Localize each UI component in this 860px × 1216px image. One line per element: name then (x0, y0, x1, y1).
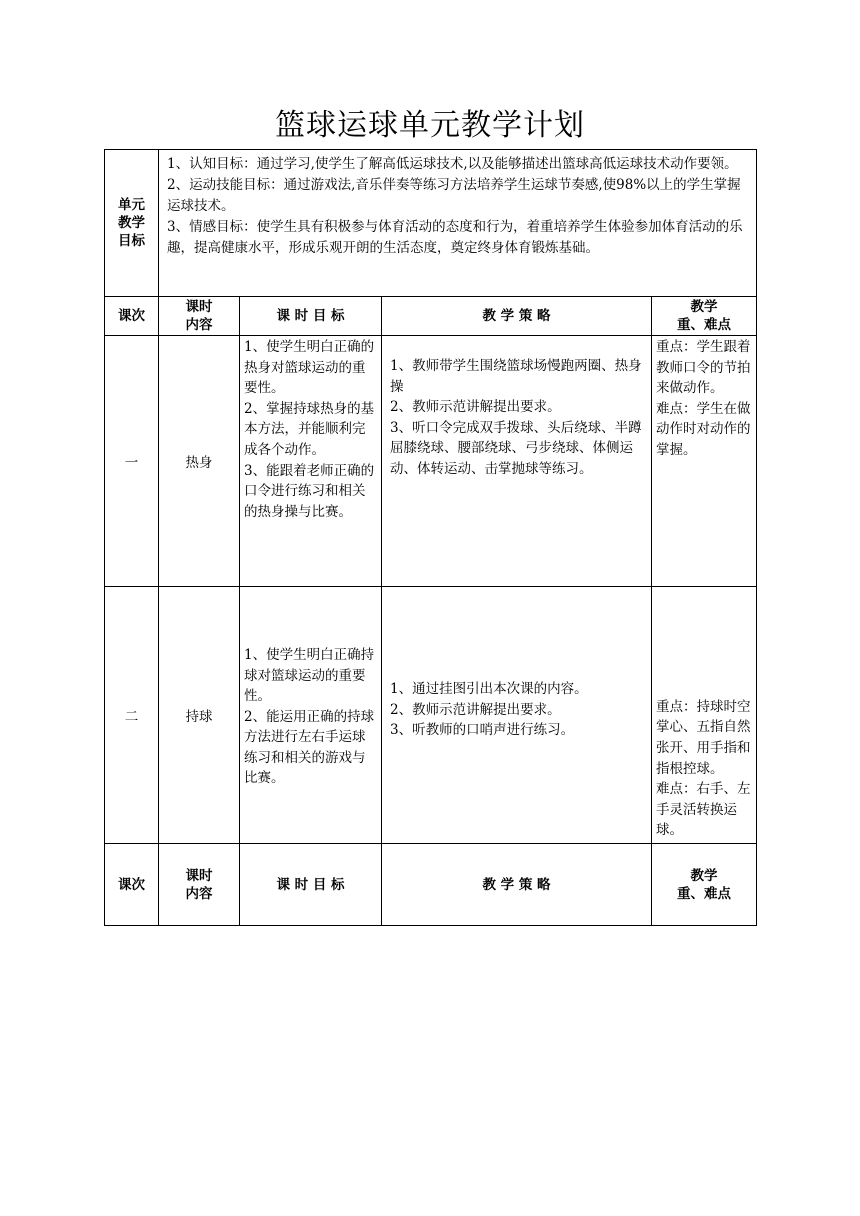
header-strategy: 教 学 策 略 (382, 297, 652, 336)
lesson-objectives (240, 336, 382, 587)
lesson-number: 二 (105, 587, 159, 844)
header-content: 课时 内容 (159, 844, 240, 926)
strategy-item: 2、教师示范讲解提出要求。 (390, 701, 561, 718)
table-header-row-repeat (105, 844, 757, 926)
keypoint-item: 难点：右手、左手灵活转换运球。 (656, 781, 751, 839)
keypoint-item: 重点：持球时空掌心、五指自然张开、用手指和指根控球。 (656, 698, 751, 777)
keypoint-item: 难点：学生在做动作时对动作的掌握。 (656, 400, 751, 458)
unit-goals-label (105, 150, 159, 297)
lesson-strategies (382, 336, 652, 587)
strategy-item: 3、听教师的口哨声进行练习。 (390, 722, 575, 739)
lesson-objectives (240, 587, 382, 844)
strategy-item: 1、通过挂图引出本次课的内容。 (390, 681, 588, 698)
unit-goals-label-3: 目标 (118, 233, 145, 249)
header-objective: 课 时 目 标 (240, 844, 382, 926)
header-lesson: 课次 (105, 297, 159, 336)
lesson-keypoints (652, 336, 757, 587)
document-title: 篮球运球单元教学计划 (275, 108, 585, 143)
unit-goals-label-2: 教学 (118, 215, 145, 231)
header-objective: 课 时 目 标 (240, 297, 382, 336)
unit-goal-affective: 3、情感目标：使学生具有积极参与体育活动的态度和行为，着重培养学生体验参加体育活动的乐趣，提高健康水平，形成乐观开朗的生活态度，奠定终身体育锻炼基础。 (167, 219, 743, 256)
keypoint-item: 重点：学生跟着教师口令的节拍来做动作。 (656, 339, 751, 397)
lesson-number: 一 (105, 336, 159, 587)
strategy-item: 2、教师示范讲解提出要求。 (390, 399, 561, 416)
objective-item: 1、使学生明白正确的热身对篮球运动的重要性。 (244, 339, 375, 397)
objective-item: 2、能运用正确的持球方法进行左右手运球练习和相关的游戏与比赛。 (244, 708, 375, 787)
lesson-row-1 (105, 336, 757, 587)
header-lesson: 课次 (105, 844, 159, 926)
lesson-content: 持球 (159, 587, 240, 844)
header-keypoints: 教学 重、难点 (652, 297, 757, 336)
unit-goals-row (105, 150, 757, 297)
objective-item: 3、能跟着老师正确的口令进行练习和相关的热身操与比赛。 (244, 462, 375, 520)
lesson-strategies (382, 587, 652, 844)
table-header-row (105, 297, 757, 336)
strategy-item: 3、听口令完成双手拨球、头后绕球、半蹲屈膝绕球、腰部绕球、弓步绕球、体侧运动、体转运动、击掌抛球等练习。 (390, 419, 642, 477)
teaching-plan-table (104, 149, 757, 926)
lesson-keypoints (652, 587, 757, 844)
header-strategy: 教 学 策 略 (382, 844, 652, 926)
unit-goals-text (159, 150, 757, 297)
objective-item: 1、使学生明白正确持球对篮球运动的重要性。 (244, 646, 375, 705)
strategy-item: 1、教师带学生围绕篮球场慢跑两圈、热身操 (390, 358, 642, 395)
header-content: 课时 内容 (159, 297, 240, 336)
header-keypoints: 教学 重、难点 (652, 844, 757, 926)
lesson-row-2 (105, 587, 757, 844)
unit-goal-skill: 2、运动技能目标：通过游戏法,音乐伴奏等练习方法培养学生运球节奏感,使98%以上的学生掌握运球技术。 (167, 177, 741, 214)
lesson-content: 热身 (159, 336, 240, 587)
unit-goals-label-1: 单元 (118, 197, 145, 213)
objective-item: 2、掌握持球热身的基本方法，并能顺利完成各个动作。 (244, 400, 375, 458)
unit-goal-cognitive: 1、认知目标：通过学习,使学生了解高低运球技术,以及能够描述出篮球高低运球技术动作要领。 (167, 156, 738, 172)
